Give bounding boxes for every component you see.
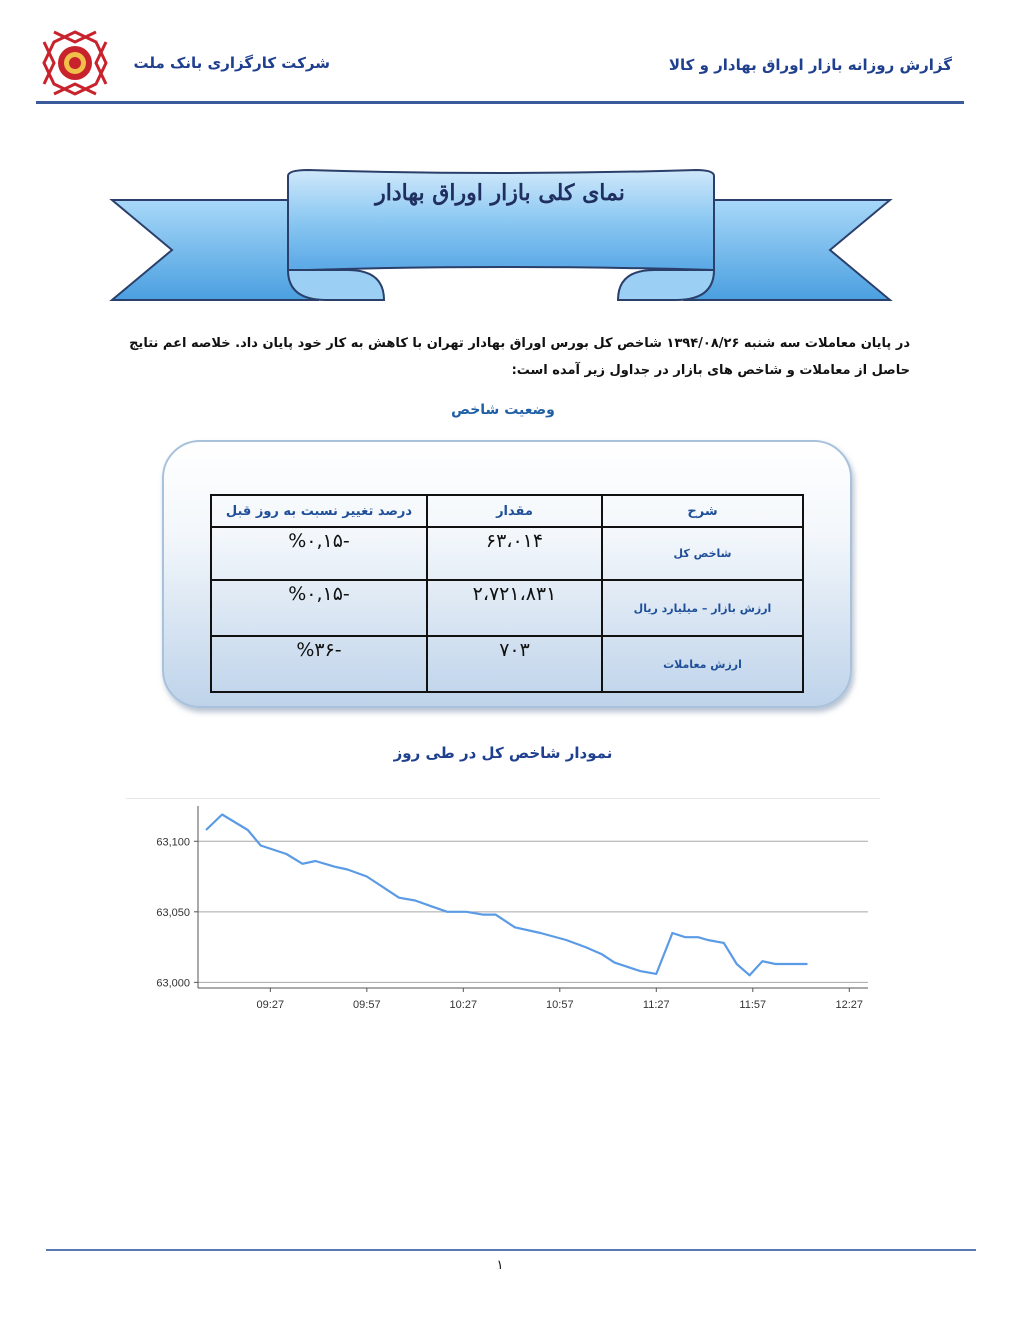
x-tick-label: 09:57	[353, 999, 381, 1011]
column-header-change: درصد تغییر نسبت به روز قبل	[211, 495, 427, 527]
table-header-row	[211, 495, 803, 527]
table-row	[211, 580, 803, 636]
y-tick-label: 63,050	[156, 906, 190, 919]
row-change: -%۰,۱۵	[211, 527, 427, 580]
row-label: ارزش معاملات	[602, 636, 803, 692]
column-header-value: مقدار	[427, 495, 602, 527]
series-line	[206, 815, 808, 976]
footer-rule	[46, 1249, 976, 1251]
x-tick-label: 10:57	[546, 999, 574, 1011]
y-tick-label: 63,100	[156, 836, 190, 849]
page-number: ۱	[496, 1258, 504, 1273]
row-value: ۶۳،۰۱۴	[427, 527, 602, 580]
y-tick-label: 63,000	[156, 977, 190, 990]
x-tick-label: 11:57	[739, 999, 767, 1011]
x-tick-label: 10:27	[449, 999, 478, 1011]
company-name: شرکت کارگزاری بانک ملت	[133, 54, 330, 72]
x-tick-label: 12:27	[835, 999, 864, 1011]
x-tick-label: 09:27	[256, 999, 285, 1011]
bank-mellat-logo-icon	[40, 28, 110, 98]
x-tick-label: 11:27	[642, 999, 670, 1011]
chart-svg	[126, 798, 880, 1024]
index-intraday-chart	[126, 798, 880, 1024]
row-change: -%۳۶	[211, 636, 427, 692]
table-row	[211, 636, 803, 692]
row-label: شاخص کل	[602, 527, 803, 580]
index-section-title: وضعیت شاخص	[451, 402, 555, 418]
intro-line-1: در پایان معاملات سه شنبه ۱۳۹۴/۰۸/۲۶ شاخص کل بورس اوراق بهادار تهران با کاهش به کار خود پایان داد. خلاصه اعم نتایج	[129, 336, 910, 351]
table-row	[211, 527, 803, 580]
report-title: گزارش روزانه بازار اوراق بهادار و کالا	[668, 56, 952, 74]
chart-section-title: نمودار شاخص کل در طی روز	[393, 744, 613, 762]
row-value: ۷۰۳	[427, 636, 602, 692]
banner-title: نمای کلی بازار اوراق بهادار	[375, 180, 625, 206]
row-change: -%۰,۱۵	[211, 580, 427, 636]
row-value: ۲،۷۲۱،۸۳۱	[427, 580, 602, 636]
intro-line-2: حاصل از معاملات و شاخص های بازار در جداول زیر آمده است:	[511, 363, 910, 378]
row-label: ارزش بازار – میلیارد ریال	[602, 580, 803, 636]
header-rule	[36, 101, 964, 104]
intro-paragraph	[90, 330, 910, 384]
index-table	[210, 494, 804, 693]
column-header-description: شرح	[602, 495, 803, 527]
